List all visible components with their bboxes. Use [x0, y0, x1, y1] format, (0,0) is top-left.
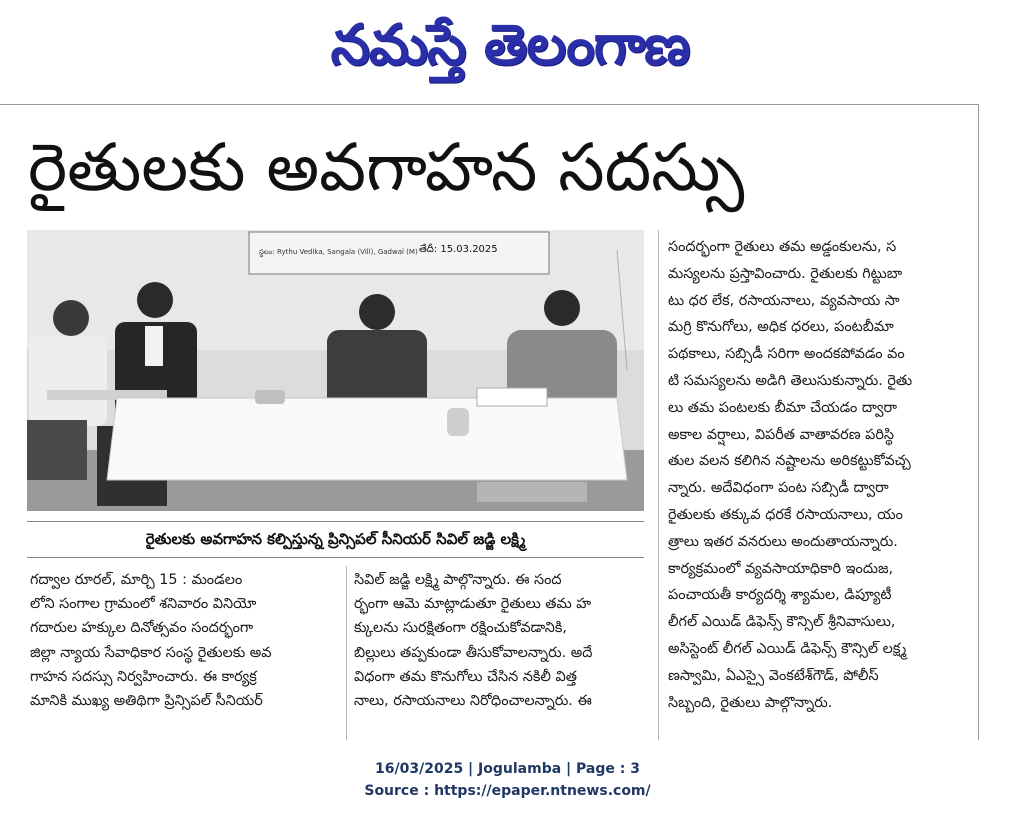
text-line: న్నారు. అదేవిధంగా పంట సబ్సిడీ ద్వారా: [668, 480, 889, 497]
masthead: [0, 0, 1015, 92]
text-line: విధంగా తమ కొనుగోలు చేసిన నకిలీ విత్త: [354, 668, 577, 685]
article-column-3: [668, 234, 974, 738]
caption-rule-top: [27, 521, 644, 522]
text-line: మగ్రి కొనుగోలు, అధిక ధరలు, పంటబీమా: [668, 319, 894, 336]
caption-rule-bottom: [27, 557, 644, 558]
text-line: మానికి ముఖ్య అతిథిగా ప్రిన్సిపల్ సీనియర్: [30, 693, 263, 710]
text-line: లోని సంగాల గ్రామంలో శనివారం వినియో: [30, 596, 257, 613]
page-border-right: [978, 104, 979, 740]
text-line: బిల్లులు తప్పకుండా తీసుకోవాలన్నారు. అదే: [354, 644, 593, 661]
text-line: మస్యలను ప్రస్తావించారు. రైతులకు గిట్టుబా: [668, 265, 903, 282]
column-divider-1: [346, 566, 347, 740]
text-line: సివిల్ జడ్జి లక్ష్మి పాల్గొన్నారు. ఈ సంద: [354, 572, 562, 588]
text-line: అసిస్టెంట్ లీగల్ ఎయిడ్ డిఫెన్స్ కౌన్సిల్ లక్ష్మ: [668, 640, 907, 657]
text-line: గద్వాల రూరల్, మార్చి 15 : మండలం: [30, 572, 243, 588]
banner-location: స్థలం: Rythu Vedika, Sangala (Vill), Gadwal (M): [259, 248, 418, 256]
text-line: క్కులను సురక్షితంగా రక్షించుకోవడానికి,: [354, 620, 567, 637]
text-line: కార్యక్రమంలో వ్యవసాయాధికారి ఇందుజ,: [668, 560, 894, 577]
article-headline: రైతులకు అవగాహన సదస్సు: [28, 129, 745, 206]
column-divider-2: [658, 230, 659, 740]
event-photo-illustration: [27, 230, 644, 511]
text-line: టు ధర లేక, రసాయనాలు, వ్యవసాయ సా: [668, 292, 900, 309]
text-line: త్రాలు ఇతర వనరులు అందుతాయన్నారు.: [668, 533, 898, 550]
text-line: జిల్లా న్యాయ సేవాధికార సంస్థ రైతులకు అవ: [30, 644, 272, 661]
text-line: గదారుల హక్కుల దినోత్సవం సందర్భంగా: [30, 620, 254, 637]
banner-date: తేదీ: 15.03.2025: [419, 244, 498, 255]
text-line: అకాల వర్షాలు, విపరీత వాతావరణ పరిస్థి: [668, 426, 895, 443]
text-line: టి సమస్యలను అడిగి తెలుసుకున్నారు. రైతు: [668, 372, 913, 389]
footer-source-link[interactable]: Source : https://epaper.ntnews.com/: [364, 783, 651, 799]
footer-date-edition: 16/03/2025 | Jogulamba | Page : 3: [375, 761, 640, 777]
text-line: ణస్వామి, ఏఎస్సై వెంకటేశ్‌గౌడ్, పోలీస్: [668, 667, 879, 684]
header-divider: [0, 104, 978, 105]
text-line: పంచాయతీ కార్యదర్శి శ్యామల, డిప్యూటీ: [668, 587, 892, 604]
text-line: రైతులకు తక్కువ ధరకే రసాయనాలు, యం: [668, 506, 903, 523]
photo-caption: రైతులకు అవగాహన కల్పిస్తున్న ప్రిన్సిపల్ సీనియర్ సివిల్ జడ్జి లక్ష్మి: [145, 530, 526, 548]
page-footer: [0, 758, 1015, 802]
text-line: సందర్భంగా రైతులు తమ అడ్డంకులను, స: [668, 239, 897, 255]
text-line: లు తమ పంటలకు బీమా చేయడం ద్వారా: [668, 399, 897, 416]
text-line: సిబ్బంది, రైతులు పాల్గొన్నారు.: [668, 694, 833, 711]
text-line: తుల వలన కలిగిన నష్టాలను అరికట్టుకోవచ్చ: [668, 453, 911, 470]
text-line: ర్భంగా ఆమె మాట్లాడుతూ రైతులు తమ హ: [354, 596, 592, 613]
newspaper-logo: నమస్తే తెలంగాణ: [330, 13, 690, 78]
text-line: నాలు, రసాయనాలు నిరోధించాలన్నారు. ఈ: [354, 693, 592, 710]
text-line: గాహన సదస్సు నిర్వహించారు. ఈ కార్యక్ర: [30, 668, 257, 685]
article-column-2: [354, 568, 652, 738]
text-line: పథకాలు, సబ్సిడీ సరిగా అందకపోవడం వం: [668, 346, 905, 363]
text-line: లీగల్ ఎయిడ్ డిఫెన్స్ కౌన్సిల్ శ్రీనివాసులు,: [668, 614, 896, 631]
article-photo: [27, 230, 644, 511]
article-column-1: [30, 568, 338, 738]
